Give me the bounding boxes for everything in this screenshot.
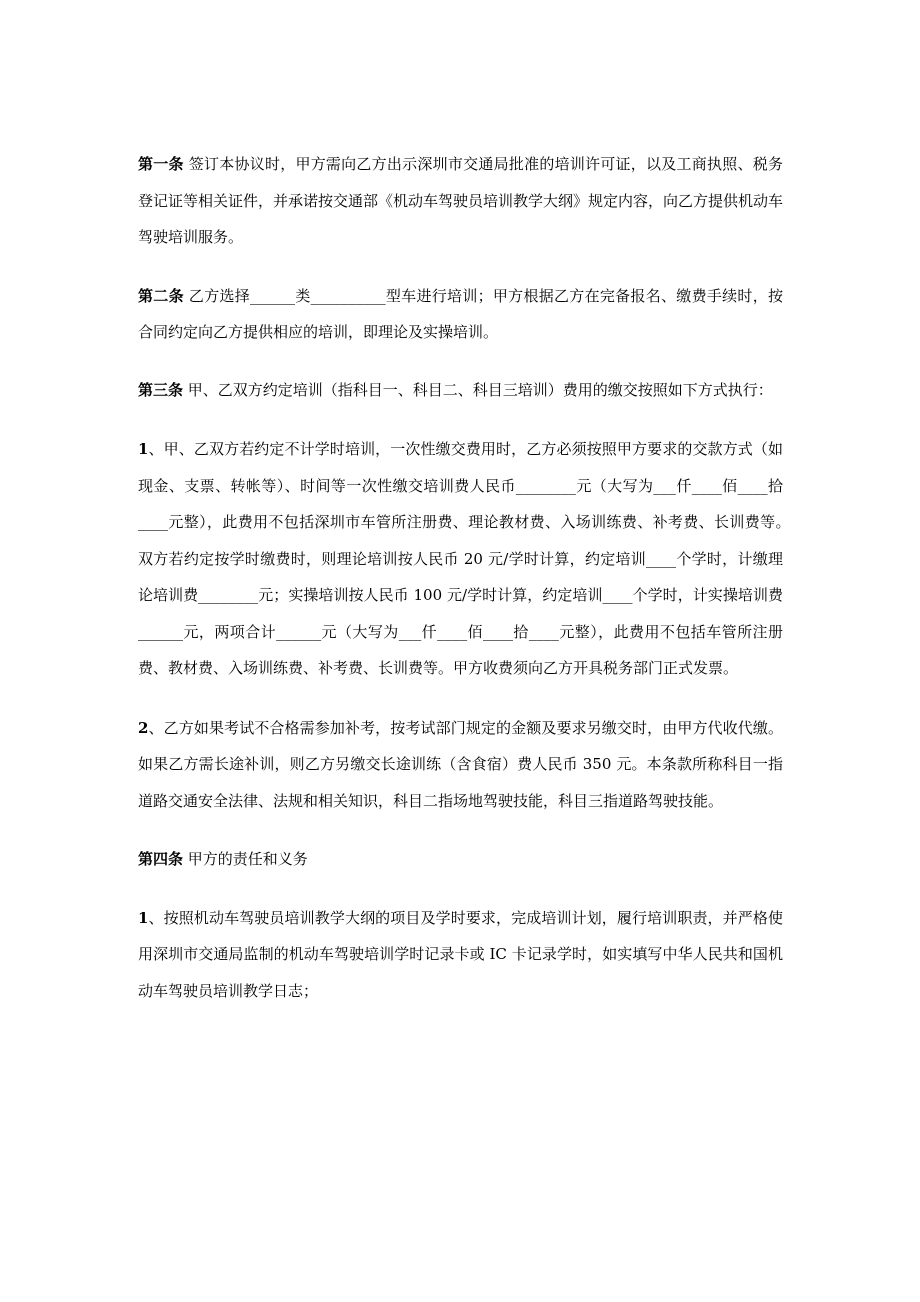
article-4-text: 甲方的责任和义务 [183,850,308,868]
article-3 [138,372,783,409]
document-body [138,146,814,1009]
article-3-text: 甲、乙双方约定培训（指科目一、科目二、科目三培训）费用的缴交按照如下方式执行： [183,380,773,399]
article-3-item-2 [138,710,783,820]
article-3-item-2-text: 、乙方如果考试不合格需参加补考，按考试部门规定的金额及要求另缴交时，由甲方代收代缴。如果乙方需长途补训，则乙方另缴交长途训练（含食宿）费人民币 350 元。本条款所称科目一指道路交通安全法律、法规和相关知识，科目二指场地驾驶技能，科目三指道路驾驶技能。 [138,718,783,810]
article-2-text: 乙方选择______类__________型车进行培训；甲方根据乙方在完备报名、缴费手续时，按合同约定向乙方提供相应的培训，即理论及实操培训。 [138,286,783,341]
article-1 [138,146,783,256]
article-4-item-1-label: 1 [138,908,149,927]
article-3-item-1 [138,431,814,687]
article-4-label: 第四条 [138,850,184,868]
article-4 [138,841,783,878]
article-2-label: 第二条 [138,286,184,305]
article-3-item-1-text: 、甲、乙双方若约定不计学时培训，一次性缴交费用时，乙方必须按照甲方要求的交款方式（如现金、支票、转帐等）、时间等一次性缴交培训费人民币________元（大写为___仟____佰____拾____元整），此费用不包括深圳市车管所注册费、理论教材费、入场训练费、补考费、长训费等。 双方若约定按学时缴费时，则理论培训按人民币 20 元/学时计算，约定培训____个学时，计缴理论培训费________元；实操培训按人民币 100 元/学时计算，约定培训____个学时，计实操培训费______元，两项合计______元（大写为___仟____佰____拾____元整），此费用不包括车管所注册费、教材费、入场训练费、补考费、长训费等。甲方收费须向乙方开具税务部门正式发票。 [138,440,814,677]
article-3-item-2-label: 2 [138,718,149,737]
article-3-label: 第三条 [138,380,184,399]
article-3-item-1-label: 1 [138,440,149,458]
article-2 [138,278,783,351]
article-4-item-1-text: 、按照机动车驾驶员培训教学大纲的项目及学时要求，完成培训计划，履行培训职责，并严格使用深圳市交通局监制的机动车驾驶培训学时记录卡或 IC 卡记录学时，如实填写中华人民共和国机动车驾驶员培训教学日志； [138,908,783,1000]
article-1-text: 签订本协议时，甲方需向乙方出示深圳市交通局批准的培训许可证，以及工商执照、税务登记证等相关证件，并承诺按交通部《机动车驾驶员培训教学大纲》规定内容，向乙方提供机动车驾驶培训服务。 [138,155,784,246]
article-4-item-1 [138,900,783,1010]
article-1-label: 第一条 [138,155,184,173]
